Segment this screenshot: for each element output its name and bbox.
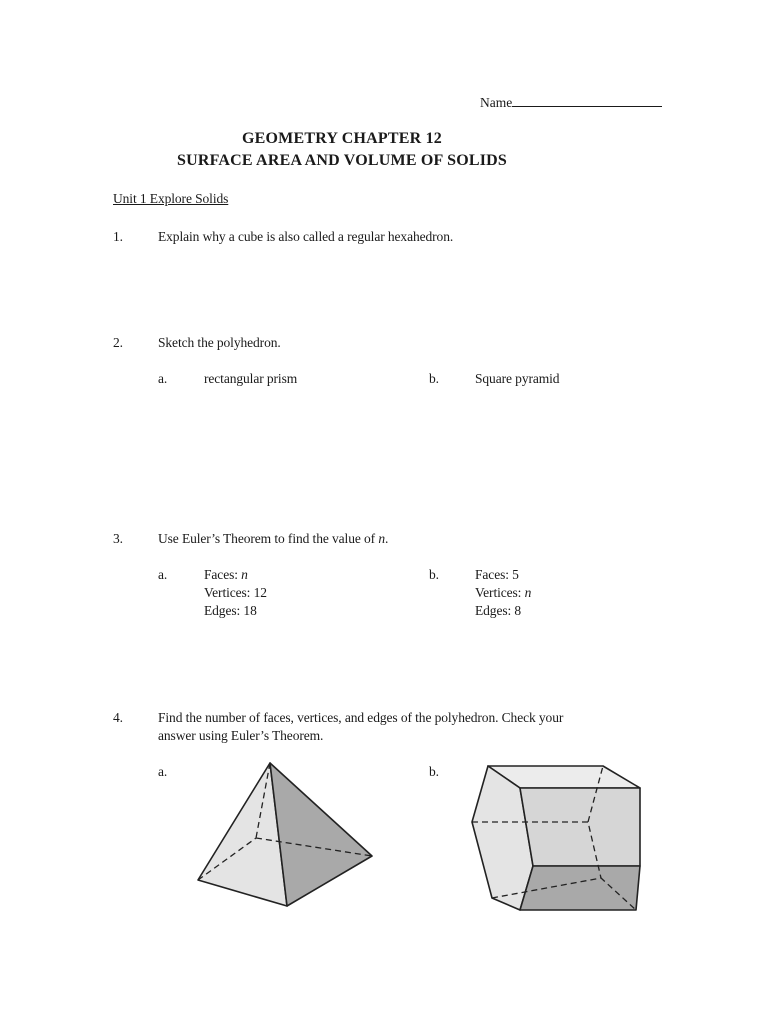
question-3b-edges: Edges: 8 [475, 603, 522, 618]
question-3a-faces: Faces: n [204, 567, 248, 582]
question-3b-vertices: Vertices: n [475, 585, 532, 600]
title-line-2: SURFACE AREA AND VOLUME OF SOLIDS [176, 152, 508, 169]
question-4a-label: a. [158, 764, 168, 779]
question-3a-edges: Edges: 18 [204, 603, 257, 618]
unit-heading: Unit 1 Explore Solids [113, 191, 229, 206]
question-4-text-line-1: Find the number of faces, vertices, and edges of the polyhedron. Check your [158, 710, 564, 725]
question-4b-label: b. [429, 764, 439, 779]
question-1-number: 1. [113, 229, 123, 244]
question-3a-vertices: Vertices: 12 [204, 585, 267, 600]
question-3b-faces: Faces: 5 [475, 567, 519, 582]
question-2-number: 2. [113, 335, 123, 350]
question-4-number: 4. [113, 710, 123, 725]
question-2b-text: Square pyramid [475, 371, 560, 386]
question-1-text: Explain why a cube is also called a regular hexahedron. [158, 229, 454, 244]
title-line-1: GEOMETRY CHAPTER 12 [242, 130, 442, 147]
question-3a-label: a. [158, 567, 168, 582]
question-4-text-line-2: answer using Euler’s Theorem. [158, 728, 324, 743]
question-2b-label: b. [429, 371, 439, 386]
question-3-text: Use Euler’s Theorem to find the value of n. [158, 531, 389, 546]
question-2a-text: rectangular prism [204, 371, 298, 386]
question-2-text: Sketch the polyhedron. [158, 335, 281, 350]
question-3b-label: b. [429, 567, 439, 582]
prism-front-upper-face [520, 788, 640, 866]
question-3-number: 3. [113, 531, 123, 546]
prism-front-lower-face [520, 866, 640, 910]
name-label: Name [480, 95, 513, 110]
question-2a-label: a. [158, 371, 168, 386]
